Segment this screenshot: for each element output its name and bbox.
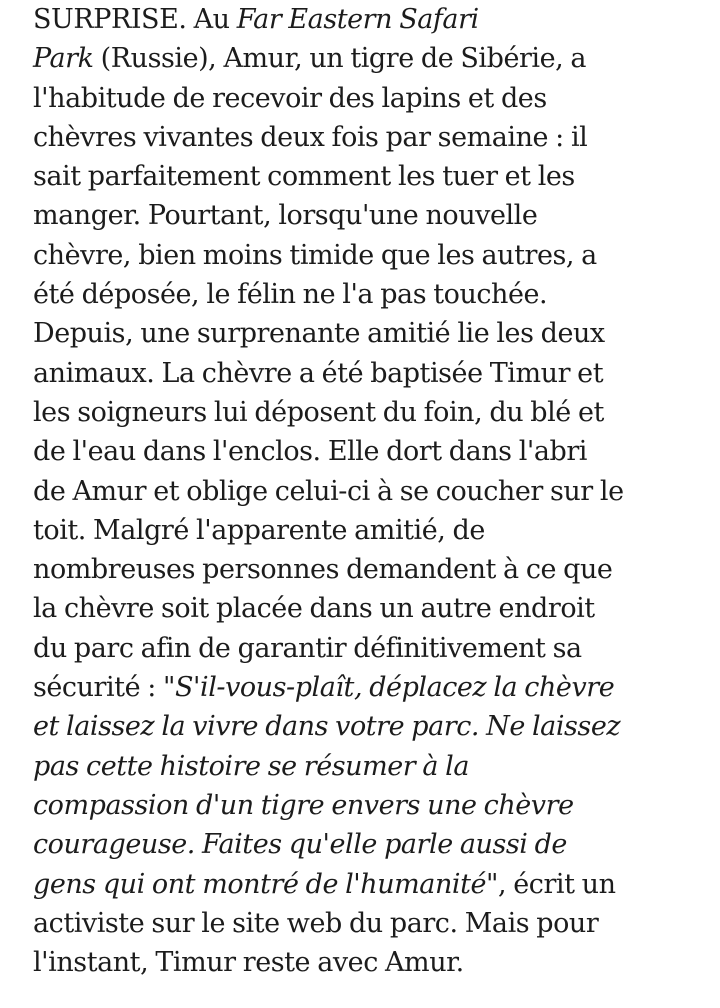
text-line <box>33 865 713 904</box>
text-line: été déposée, le félin ne l'a pas touchée. <box>33 279 548 311</box>
text-line: de Amur et oblige celui-ci à se coucher sur le <box>33 475 624 507</box>
text-run: (Russie), Amur, un tigre de Sibérie, a <box>93 43 587 75</box>
article-text <box>33 0 713 982</box>
quote-line: pas cette histoire se résumer à la <box>33 750 469 782</box>
text-line: du parc afin de garantir définitivement sa <box>33 632 582 664</box>
text-run: sécurité : " <box>33 672 175 704</box>
text-line: les soigneurs lui déposent du foin, du blé et <box>33 396 604 428</box>
text-line: animaux. La chèvre a été baptisée Timur et <box>33 357 604 389</box>
park-name-italic: Far Eastern Safari <box>236 4 479 35</box>
text-line: activiste sur le site web du parc. Mais pour <box>33 907 599 939</box>
quote-italic: gens qui ont montré de l'humanité <box>33 868 487 900</box>
quote-line: et laissez la vivre dans votre parc. Ne laissez <box>33 711 621 743</box>
text-line: la chèvre soit placée dans un autre endroit <box>33 593 595 625</box>
quote-line: courageuse. Faites qu'elle parle aussi de <box>33 829 567 861</box>
text-line <box>33 39 713 78</box>
text-line: de l'eau dans l'enclos. Elle dort dans l'abri <box>33 436 587 468</box>
quote-italic: S'il-vous-plaît, déplacez la chèvre <box>175 672 615 704</box>
text-line: chèvres vivantes deux fois par semaine : il <box>33 121 588 153</box>
text-line <box>33 0 713 39</box>
text-line: nombreuses personnes demandent à ce que <box>33 554 613 586</box>
text-run: SURPRISE. Au <box>33 4 237 35</box>
text-line <box>33 668 713 707</box>
quote-line: compassion d'un tigre envers une chèvre <box>33 789 574 821</box>
text-line: l'instant, Timur reste avec Amur. <box>33 947 464 979</box>
park-name-italic: Park <box>33 43 94 75</box>
text-line: toit. Malgré l'apparente amitié, de <box>33 514 485 546</box>
text-line: chèvre, bien moins timide que les autres, a <box>33 239 597 271</box>
text-line: sait parfaitement comment les tuer et les <box>33 161 575 193</box>
text-line: manger. Pourtant, lorsqu'une nouvelle <box>33 200 538 232</box>
text-run: ", écrit un <box>486 868 616 900</box>
text-line: Depuis, une surprenante amitié lie les deux <box>33 318 605 350</box>
text-line: l'habitude de recevoir des lapins et des <box>33 82 547 114</box>
